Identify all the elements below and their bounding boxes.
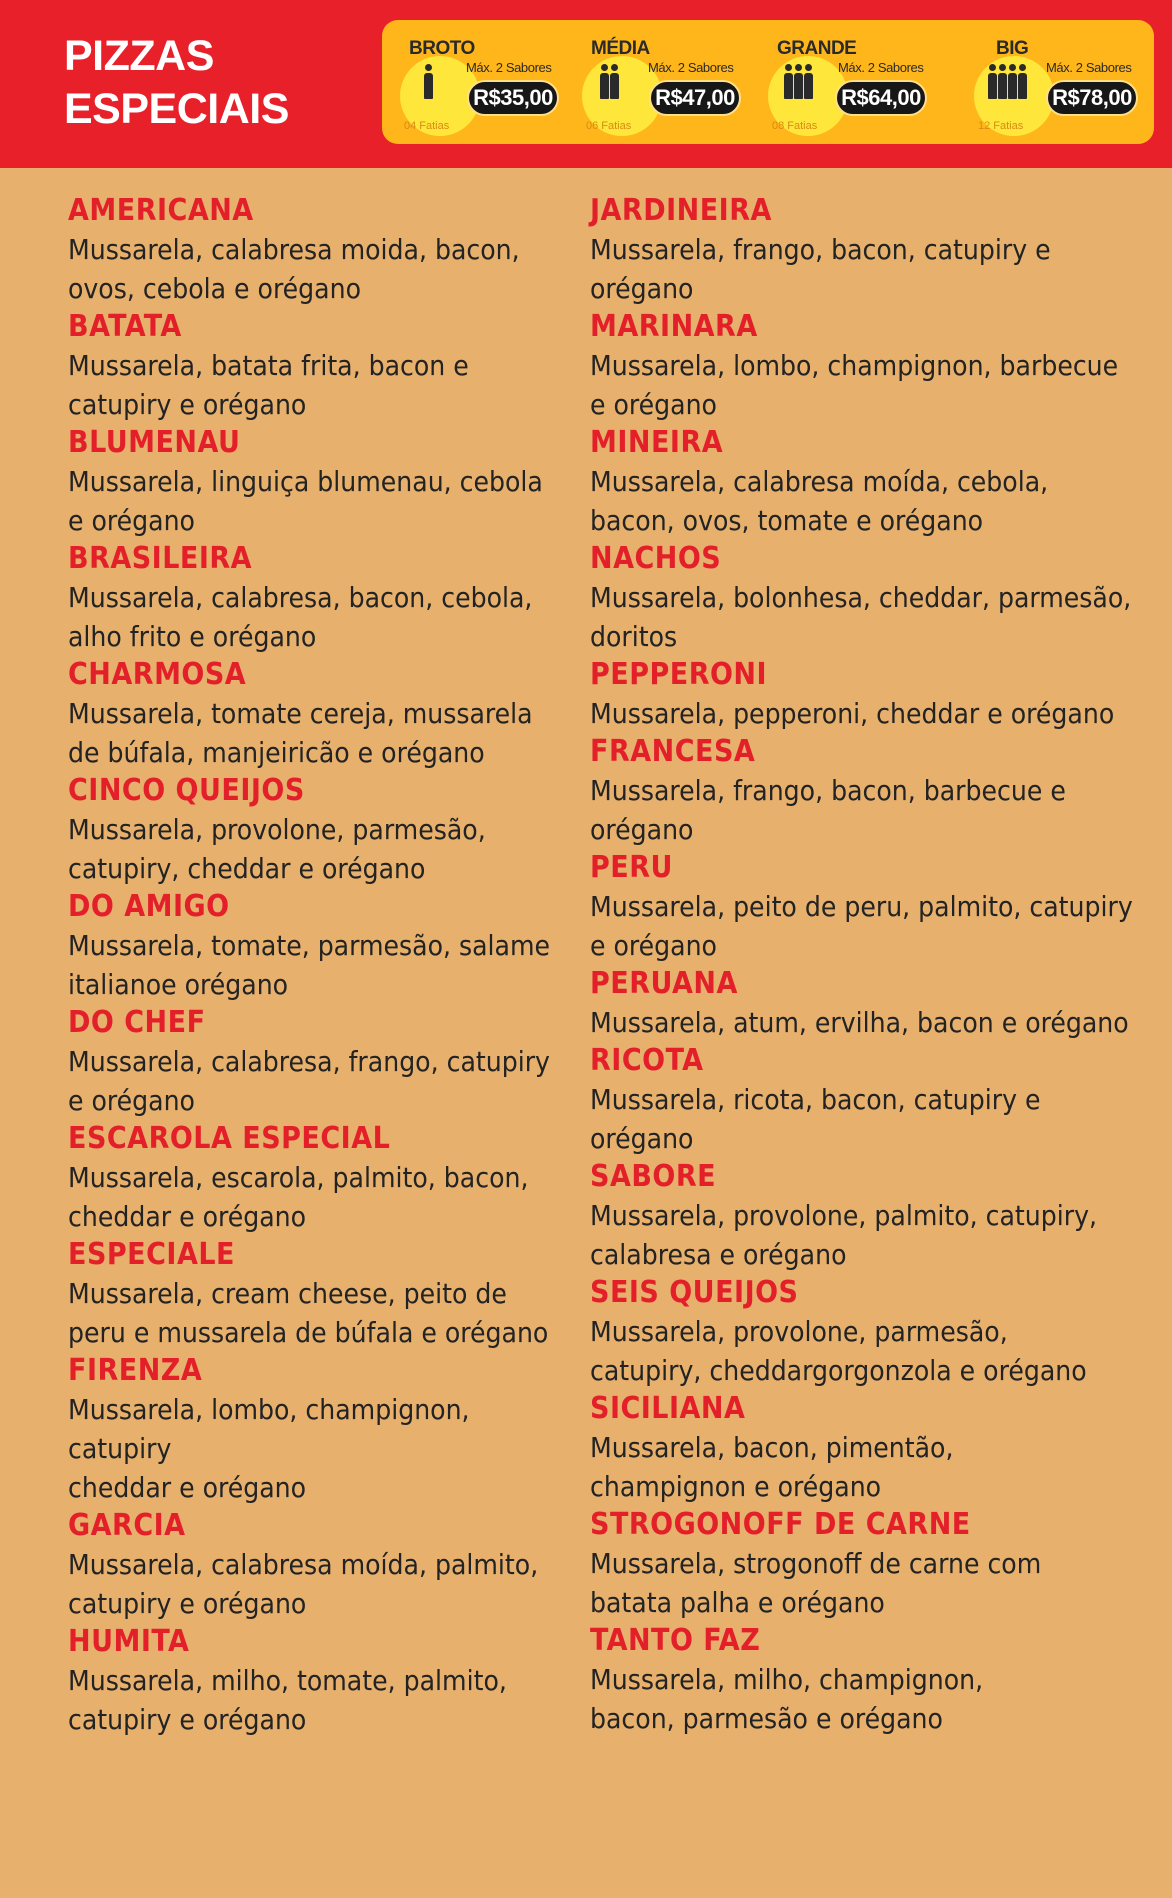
price-badge: R$47,00 [649,80,741,116]
item-description: Mussarela, batata frita, bacon e catupiry e orégano [68,349,469,421]
item-name: PEPPERONI [590,657,768,692]
menu-item [68,424,578,540]
item-description: Mussarela, tomate cereja, mussarela de búfala, manjeiricão e orégano [68,697,533,769]
item-description: Mussarela, calabresa, bacon, cebola, alho frito e orégano [68,581,533,653]
slices-count: 06 Fatias [586,120,632,132]
item-name: SABORE [590,1159,717,1194]
menu-item [590,965,1150,1042]
item-description: Mussarela, calabresa moída, palmito, catupiry e orégano [68,1548,539,1620]
menu-item [590,424,1150,540]
people-icon [988,64,1027,100]
title-line-1: PIZZAS [64,32,214,80]
item-description: Mussarela, ricota, bacon, catupiry e orégano [590,1083,1041,1155]
item-name: TANTO FAZ [590,1623,761,1658]
menu-item [68,1352,578,1507]
menu-item [590,1158,1150,1274]
people-icon [600,64,619,100]
max-flavors: Máx. 2 Sabores [466,60,552,75]
item-name: BRASILEIRA [68,541,253,576]
item-name: PERUANA [590,966,738,1001]
menu-item [68,772,578,888]
slices-count: 08 Fatias [772,120,818,132]
price-badge: R$35,00 [467,80,559,116]
item-name: CHARMOSA [68,657,247,692]
size-broto [382,20,572,144]
item-description: Mussarela, calabresa, frango, catupiry e orégano [68,1045,550,1117]
item-name: AMERICANA [68,193,254,228]
item-name: ESPECIALE [68,1237,235,1272]
item-name: STROGONOFF DE CARNE [590,1507,971,1542]
menu-column-left [68,192,578,1739]
menu-item [590,1390,1150,1506]
item-name: SEIS QUEIJOS [590,1275,799,1310]
max-flavors: Máx. 2 Sabores [648,60,734,75]
header-banner [0,0,1172,168]
item-description: Mussarela, escarola, palmito, bacon, cheddar e orégano [68,1161,529,1233]
size-big [956,20,1146,144]
item-description: Mussarela, bacon, pimentão, champignon e orégano [590,1431,954,1503]
item-name: MINEIRA [590,425,724,460]
item-description: Mussarela, calabresa moida, bacon, ovos, cebola e orégano [68,233,520,305]
item-name: JARDINEIRA [590,193,772,228]
size-name: MÉDIA [591,38,650,59]
item-name: DO CHEF [68,1005,206,1040]
price-badge: R$64,00 [835,80,927,116]
item-description: Mussarela, lombo, champignon, barbecue e orégano [590,349,1119,421]
menu-item [68,540,578,656]
item-description: Mussarela, strogonoff de carne com batata palha e orégano [590,1547,1042,1619]
item-description: Mussarela, linguiça blumenau, cebola e orégano [68,465,543,537]
item-description: Mussarela, provolone, palmito, catupiry, calabresa e orégano [590,1199,1098,1271]
item-name: HUMITA [68,1624,190,1659]
menu-item [68,1236,578,1352]
price-badge: R$78,00 [1046,80,1138,116]
menu-item [68,1507,578,1623]
item-description: Mussarela, frango, bacon, barbecue e orégano [590,774,1066,846]
menu-item [68,656,578,772]
size-name: BIG [996,38,1029,59]
size-name: GRANDE [777,38,857,59]
menu-item [590,1622,1150,1738]
menu-item [590,308,1150,424]
menu-item [68,1120,578,1236]
item-name: ESCAROLA ESPECIAL [68,1121,391,1156]
menu-item [590,540,1150,656]
item-description: Mussarela, lombo, champignon, catupiry cheddar e orégano [68,1393,470,1504]
menu-item [590,1042,1150,1158]
menu-item [68,888,578,1004]
item-description: Mussarela, pepperoni, cheddar e orégano [590,697,1115,730]
slices-count: 04 Fatias [404,120,450,132]
menu-item [68,1004,578,1120]
title-line-2: ESPECIAIS [64,85,289,133]
item-description: Mussarela, tomate, parmesão, salame italianoe orégano [68,929,551,1001]
menu-item [68,192,578,308]
item-description: Mussarela, milho, champignon, bacon, parmesão e orégano [590,1663,984,1735]
item-name: RICOTA [590,1043,704,1078]
menu-item [68,1623,578,1739]
item-name: MARINARA [590,309,758,344]
item-name: BATATA [68,309,182,344]
menu-item [590,1506,1150,1622]
item-name: SICILIANA [590,1391,746,1426]
size-name: BROTO [409,38,475,59]
size-media [564,20,754,144]
item-name: FRANCESA [590,734,756,769]
page-title [64,30,289,136]
menu-item [590,656,1150,733]
size-grande [750,20,940,144]
item-description: Mussarela, calabresa moída, cebola, bacon, ovos, tomate e orégano [590,465,1049,537]
menu-item [590,733,1150,849]
menu-item [68,308,578,424]
slices-count: 12 Fatias [978,120,1024,132]
menu-item [590,192,1150,308]
menu-item [590,849,1150,965]
max-flavors: Máx. 2 Sabores [1046,60,1132,75]
item-name: PERU [590,850,673,885]
item-name: BLUMENAU [68,425,241,460]
item-name: CINCO QUEIJOS [68,773,305,808]
item-description: Mussarela, frango, bacon, catupiry e orégano [590,233,1051,305]
menu-item [590,1274,1150,1390]
menu-column-right [590,192,1150,1738]
item-description: Mussarela, provolone, parmesão, catupiry, cheddar e orégano [68,813,486,885]
item-name: DO AMIGO [68,889,230,924]
item-description: Mussarela, provolone, parmesão, catupiry, cheddargorgonzola e orégano [590,1315,1087,1387]
item-description: Mussarela, atum, ervilha, bacon e orégano [590,1006,1129,1039]
item-name: GARCIA [68,1508,186,1543]
item-name: FIRENZA [68,1353,203,1388]
size-price-band [382,20,1154,144]
item-description: Mussarela, cream cheese, peito de peru e mussarela de búfala e orégano [68,1277,549,1349]
item-description: Mussarela, peito de peru, palmito, catupiry e orégano [590,890,1133,962]
item-description: Mussarela, milho, tomate, palmito, catupiry e orégano [68,1664,507,1736]
people-icon [784,64,813,100]
item-name: NACHOS [590,541,722,576]
people-icon [424,64,433,100]
max-flavors: Máx. 2 Sabores [838,60,924,75]
item-description: Mussarela, bolonhesa, cheddar, parmesão, doritos [590,581,1132,653]
